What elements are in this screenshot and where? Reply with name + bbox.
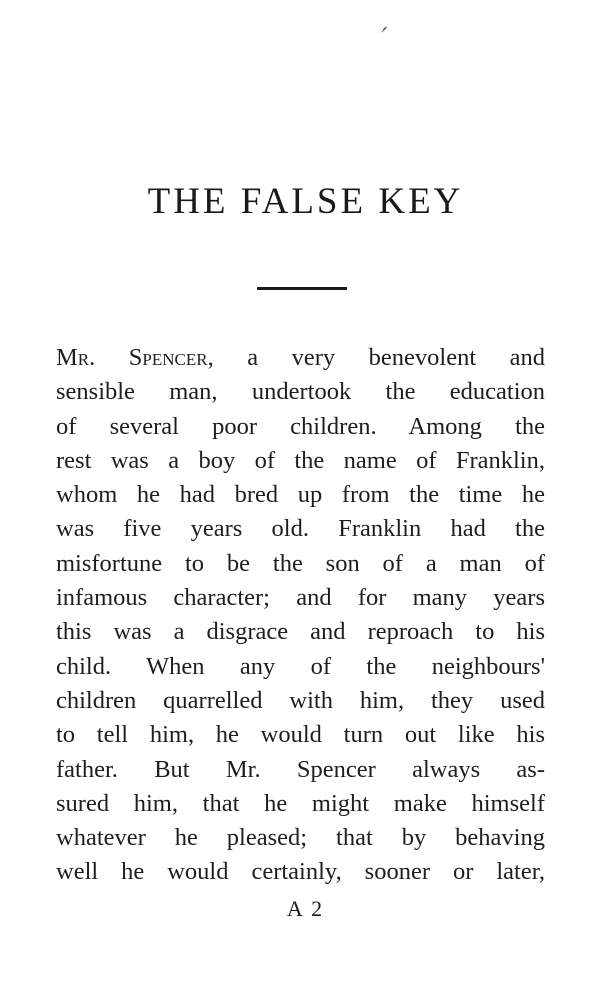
text-line: children quarrelled with him, they used [56, 686, 545, 714]
text-line: whatever he pleased; that by behaving [56, 824, 545, 852]
ink-speck [380, 25, 388, 34]
text-line: misfortune to be the son of a man of [56, 549, 545, 577]
text-line: infamous character; and for many years [56, 584, 545, 612]
opening-name-surname: Spencer, [128, 344, 214, 371]
text-line: was five years old. Franklin had the [56, 515, 545, 543]
text-line [56, 341, 545, 375]
text-line-content: a very benevolent and [247, 344, 546, 371]
text-line: rest was a boy of the name of Franklin, [56, 446, 545, 474]
text-line: sured him, that he might make himself [56, 789, 545, 817]
text-line: well he would certainly, sooner or later, [56, 858, 545, 886]
opening-name-title: Mr. [56, 344, 96, 371]
text-line: father. But Mr. Spencer always as- [56, 755, 545, 783]
text-line: of several poor children. Among the [56, 412, 545, 440]
signature-mark: A 2 [286, 896, 325, 921]
text-line: child. When any of the neighbours' [56, 652, 545, 680]
text-line: to tell him, he would turn out like his [56, 721, 545, 749]
text-line: sensible man, undertook the education [56, 378, 545, 406]
text-line: whom he had bred up from the time he [56, 481, 545, 509]
text-line: this was a disgrace and reproach to his [56, 618, 545, 646]
body-paragraph [56, 341, 545, 890]
title-divider [257, 287, 347, 290]
chapter-title: THE FALSE KEY [147, 181, 464, 222]
